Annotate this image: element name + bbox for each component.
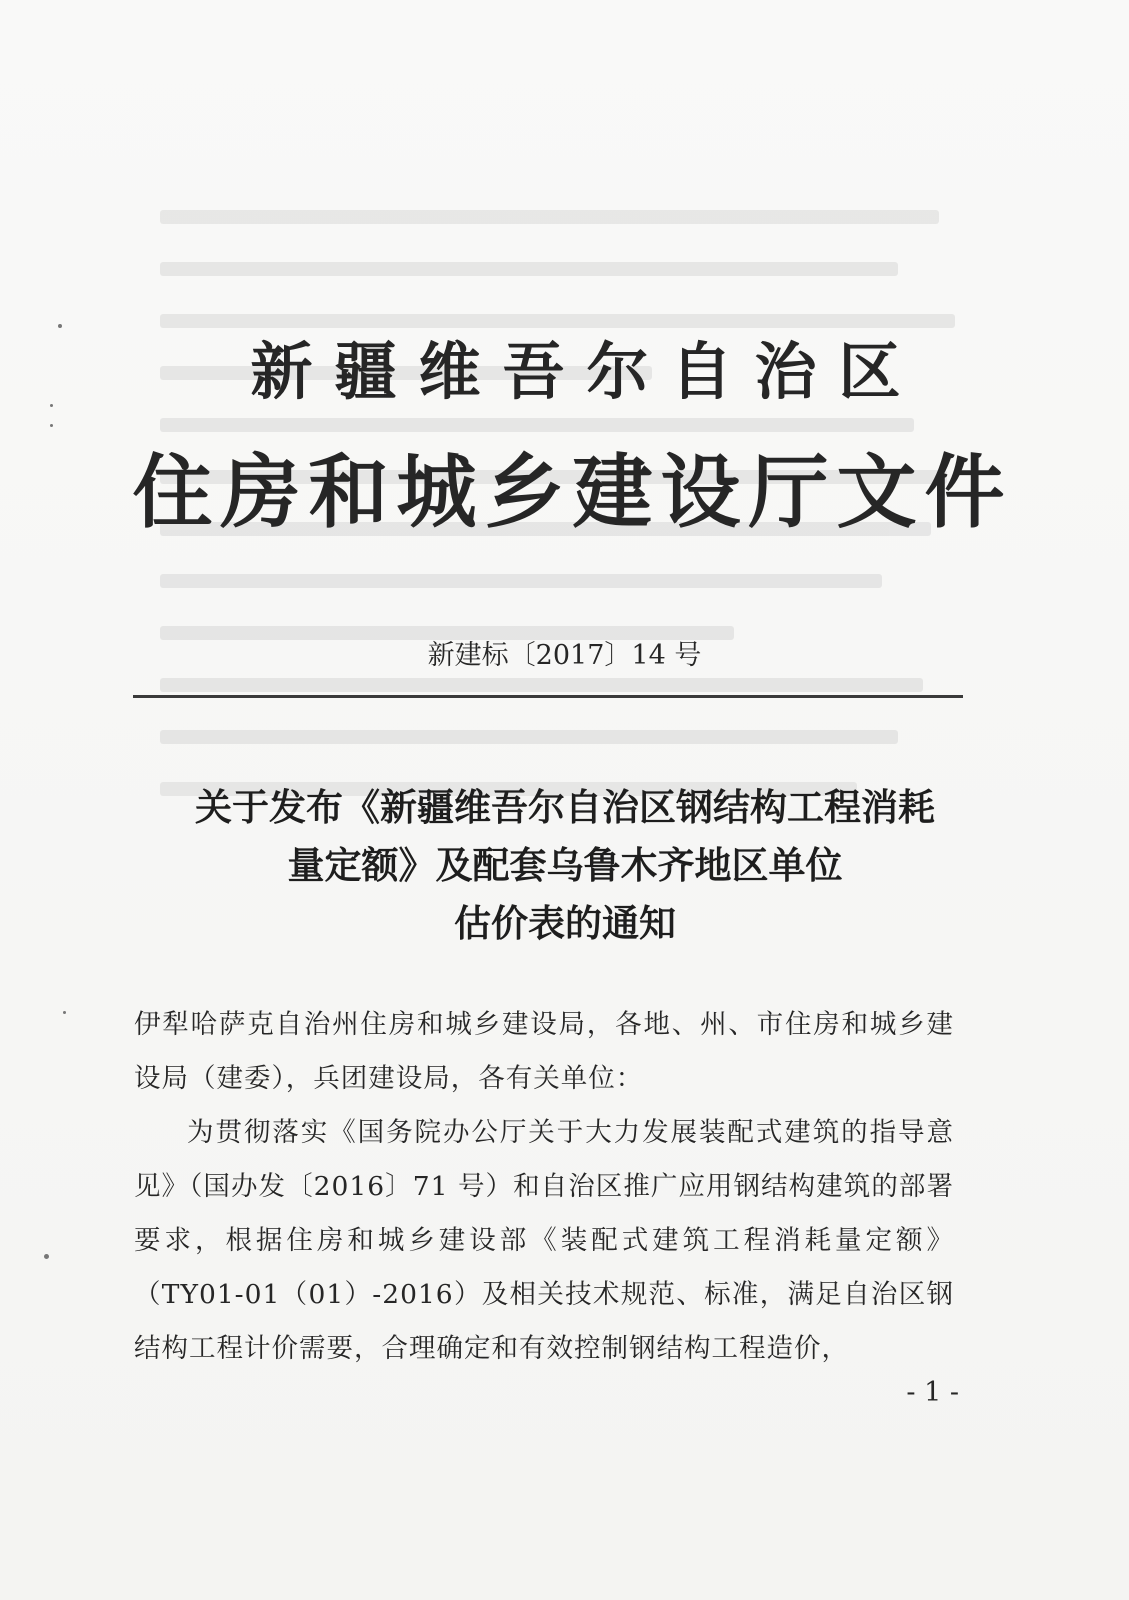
document-title [110,778,1020,952]
title-line-1: 关于发布《新疆维吾尔自治区钢结构工程消耗 [195,785,935,829]
masthead-line-2: 住房和城乡建设厅文件 [132,445,1013,539]
scan-speck [63,1011,66,1014]
title-line-3: 估价表的通知 [454,901,676,945]
scan-speck [44,1254,49,1259]
body-paragraph: 为贯彻落实《国务院办公厅关于大力发展装配式建筑的指导意见》（国办发〔2016〕71 号）和自治区推广应用钢结构建筑的部署要求，根据住房和城乡建设部《装配式建筑工程消耗量定额》（TY01-01（01）-2016）及相关技术规范、标准，满足自治区钢结构工程计价需要，合理确定和有效控制钢结构工程造价， [134,1117,954,1364]
scan-speck [58,324,62,328]
header-divider [133,695,963,698]
scan-speck [50,404,53,407]
title-line-2: 量定额》及配套乌鲁木齐地区单位 [287,843,843,887]
masthead-line-1: 新疆维吾尔自治区 [250,335,923,408]
scan-speck [50,424,53,427]
document-number: 新建标〔2017〕14 号 [427,640,702,671]
page-number: - 1 - [906,1377,959,1408]
addressee: 伊犁哈萨克自治州住房和城乡建设局，各地、州、市住房和城乡建设局（建委），兵团建设局，各有关单位： [134,1009,954,1094]
document-body [134,998,954,1376]
